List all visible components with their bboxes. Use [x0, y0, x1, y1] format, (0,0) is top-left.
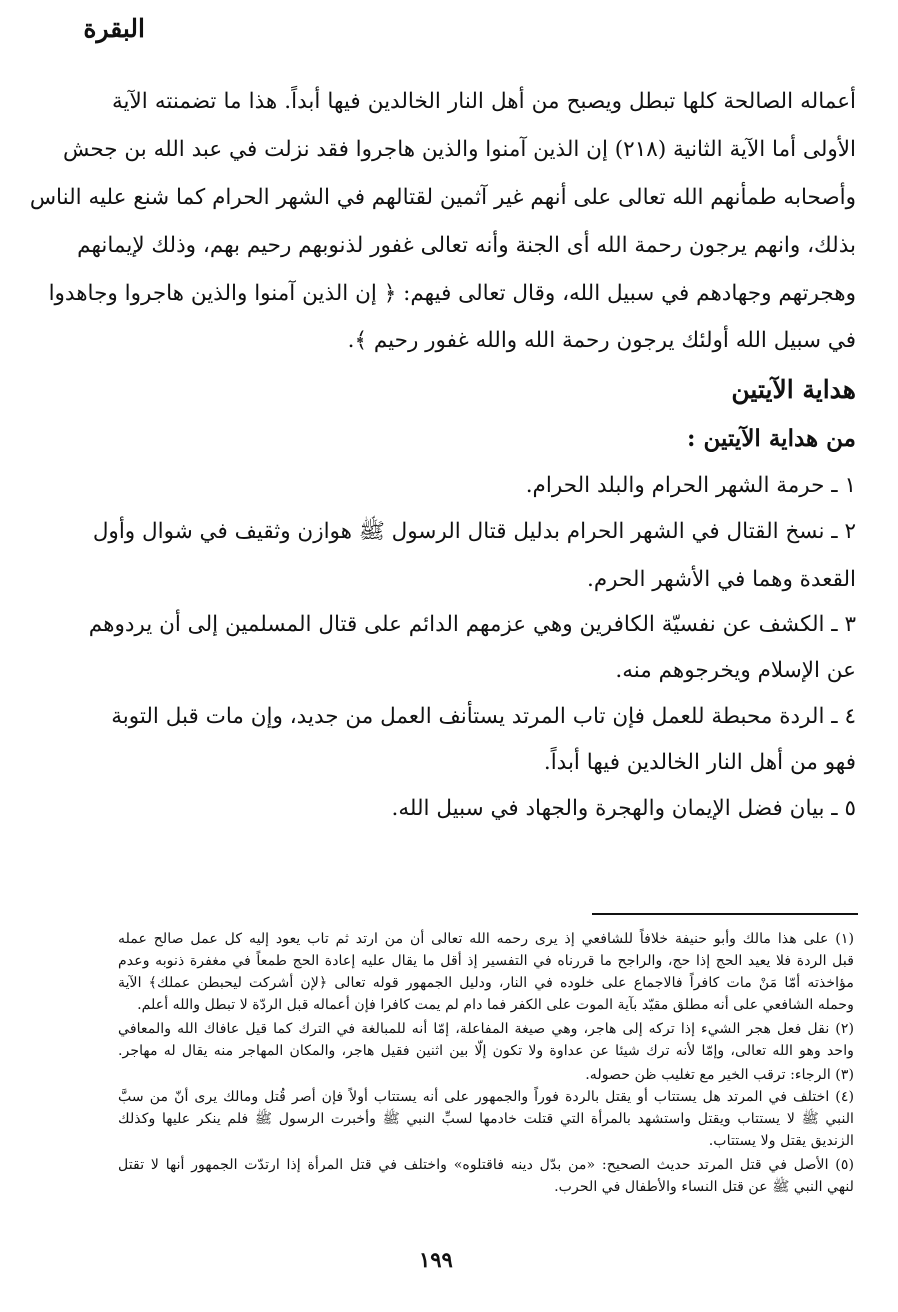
- guidance-item: ٢ ـ نسخ القتال في الشهر الحرام بدليل قتال الرسول ﷺ هوازن وثقيف في شوال وأول: [92, 519, 856, 544]
- footnote-line: (٣) الرجاء: ترقب الخير مع تغليب ظن حصوله.: [585, 1067, 854, 1083]
- footnote-line: وحمله الشافعي على أنه مطلق مقيّد بآية الموت على الكفر فما دام لم يمت كافرا فإن أعماله قبل الردّة لا تبطل والله أعلم.: [137, 997, 854, 1013]
- footnote-line: النبي ﷺ لا يستتاب ويقتل واستشهد بالمرأة التي قتلت خادمها لسبِّ النبي ﷺ وأخبرت الرسول ﷺ فلم ينكر عليها وكذلك: [118, 1111, 854, 1127]
- section-heading: هداية الآيتين: [731, 375, 856, 404]
- guidance-item: ٣ ـ الكشف عن نفسيّة الكافرين وهي عزمهم الدائم على قتال المسلمين إلى أن يردوهم: [88, 612, 856, 637]
- body-line: وأصحابه طمأنهم الله تعالى على أنهم غير آثمين لقتالهم في الشهر الحرام كما شنع عليه الناس: [29, 185, 856, 210]
- footnote-line: (٤) اختلف في المرتد هل يستتاب أو يقتل بالردة فوراً والجمهور على أنه يستتاب أولاً فإن أصر قُتل ومالك يرى أنّ من سبَّ: [118, 1089, 854, 1105]
- footnote-line: لنهي النبي ﷺ عن قتل النساء والأطفال في الحرب.: [554, 1179, 854, 1195]
- guidance-item: ٤ ـ الردة محبطة للعمل فإن تاب المرتد يستأنف العمل من جديد، وإن مات قبل التوبة: [111, 704, 856, 729]
- footnote-line: مؤاخذته أمّا مَنْ مات كافراً فالاجماع على خلوده في النار، ودليل الجمهور قوله تعالى ﴿لإن أشركت ليحبطن عملك﴾ الآية: [118, 975, 854, 991]
- running-head: البقرة: [83, 14, 145, 43]
- body-line: بذلك، وانهم يرجون رحمة الله أى الجنة وأنه تعالى غفور لذنوبهم رحيم بهم، وذلك لإيمانهم: [77, 233, 856, 258]
- guidance-item: فهو من أهل النار الخالدين فيها أبداً.: [543, 750, 856, 775]
- body-line: أعماله الصالحة كلها تبطل ويصبح من أهل النار الخالدين فيها أبداً. هذا ما تضمنته الآية: [112, 89, 856, 114]
- footnote-separator: [592, 913, 858, 915]
- body-line: الأولى أما الآية الثانية (٢١٨) إن الذين آمنوا والذين هاجروا فقد نزلت في عبد الله بن جحش: [63, 137, 856, 162]
- section-subheading: من هداية الآيتين :: [687, 425, 856, 452]
- guidance-item: ٥ ـ بيان فضل الإيمان والهجرة والجهاد في سبيل الله.: [391, 796, 856, 821]
- page-number: ١٩٩: [419, 1247, 453, 1272]
- footnote-line: (٢) نقل فعل هجر الشيء إذا تركه إلى هاجر، وهي صيغة المفاعلة، إمّا أنه للمبالغة في الترك كما قيل عافاك الله والمعافي: [118, 1021, 854, 1037]
- footnote-line: (٥) الأصل في قتل المرتد حديث الصحيح: «من بدّل دينه فاقتلوه» واختلف في قتل المرأة إذا ارتدّت الجمهور أنها لا تقتل: [118, 1157, 854, 1173]
- footnote-line: الزنديق يقتل ولا يستتاب.: [708, 1133, 854, 1149]
- footnote-line: واحد وهو الله تعالى، وإمّا لأنه ترك شيئا عن عداوة ولا تكون إلّا بين اثنين فقيل هاجر، والمكان المهاجر منه يقال له مهاجر.: [118, 1043, 854, 1059]
- footnote-line: قبل الردة فلا يعيد الحج إذا حج، والراجح ما قررناه في التفسير إذ أقل ما يقال عليه إعادة الحج طمعاً في مغفرة ذنوبه وعدم: [118, 953, 854, 969]
- guidance-item: ١ ـ حرمة الشهر الحرام والبلد الحرام.: [525, 473, 856, 498]
- guidance-item: القعدة وهما في الأشهر الحرم.: [587, 567, 856, 592]
- footnote-line: (١) على هذا مالك وأبو حنيفة خلافاً للشافعي إذ يرى رحمه الله تعالى أن من ارتد ثم تاب يعود إليه كل عمل صالح عمله: [118, 931, 854, 947]
- body-line: في سبيل الله أولئك يرجون رحمة الله والله غفور رحيم ﴾.: [347, 328, 856, 353]
- guidance-item: عن الإسلام ويخرجوهم منه.: [615, 658, 856, 683]
- body-line: وهجرتهم وجهادهم في سبيل الله، وقال تعالى فيهم: ﴿ إن الذين آمنوا والذين هاجروا وجاهدوا: [48, 281, 856, 306]
